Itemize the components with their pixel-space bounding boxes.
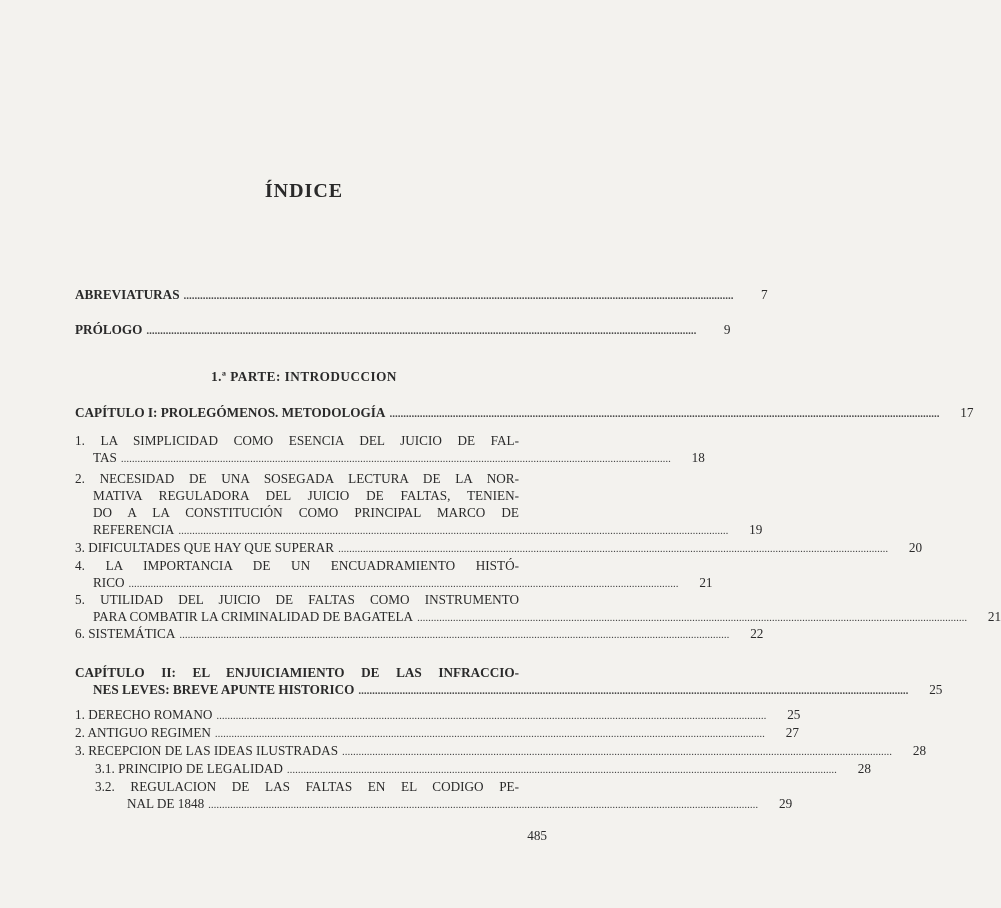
entry-text: 1. DERECHO ROMANO <box>75 707 213 722</box>
entry-text: 1. LA SIMPLICIDAD COMO ESENCIA DEL JUICIO DE FAL- <box>75 433 519 448</box>
entry-label: ABREVIATURAS <box>75 287 180 302</box>
entry-page: 19 <box>749 522 763 537</box>
entry-page: 9 <box>723 322 731 337</box>
entry-page: 28 <box>912 743 927 758</box>
leader-dots <box>146 323 696 340</box>
entry-text: CAPÍTULO II: EL ENJUICIAMIENTO DE LAS INFRACCIO- <box>75 665 519 680</box>
entry-page: 22 <box>750 626 764 641</box>
toc-entry-prologo <box>75 321 731 338</box>
entry-page: 20 <box>908 540 923 555</box>
leader-dots <box>178 523 728 540</box>
toc-item <box>75 557 713 591</box>
leader-dots <box>184 288 734 305</box>
entry-page: 25 <box>787 707 801 722</box>
entry-text: 3.1. PRINCIPIO DE LEGALIDAD <box>95 761 283 776</box>
entry-text: 5. UTILIDAD DEL JUICIO DE FALTAS COMO INSTRUMENTO <box>75 592 519 607</box>
entry-text: 6. SISTEMÁTICA <box>75 626 176 641</box>
entry-page: 29 <box>778 796 793 811</box>
entry-text: NES LEVES: BREVE APUNTE HISTORICO <box>93 682 355 697</box>
toc-item <box>75 470 763 538</box>
leader-dots <box>342 744 892 761</box>
chapter-2-heading <box>75 664 943 698</box>
leader-dots <box>208 797 758 814</box>
leader-dots <box>216 708 766 725</box>
entry-page: 21 <box>699 575 713 590</box>
entry-text: DO A LA CONSTITUCIÓN COMO PRINCIPAL MARCO DE <box>93 505 519 520</box>
entry-page: 25 <box>929 682 943 697</box>
entry-text: 4. LA IMPORTANCIA DE UN ENCUADRAMIENTO HISTÓ- <box>75 558 519 573</box>
leader-dots <box>121 451 671 468</box>
toc-item <box>75 625 764 642</box>
toc-entry-abreviaturas <box>75 286 768 303</box>
entry-label: PRÓLOGO <box>75 322 143 337</box>
entry-text: NAL DE 1848 <box>127 796 205 811</box>
leader-dots <box>215 726 765 743</box>
entry-page: 17 <box>960 405 974 420</box>
toc-item <box>75 591 1001 625</box>
page-title: ÍNDICE <box>264 180 344 202</box>
leader-dots <box>358 683 908 700</box>
entry-text: 3. RECEPCION DE LAS IDEAS ILUSTRADAS <box>75 743 339 758</box>
page-number: 485 <box>527 828 547 843</box>
entry-text: TAS <box>93 450 117 465</box>
toc-item <box>75 539 923 556</box>
entry-text: PARA COMBATIR LA CRIMINALIDAD DE BAGATELA <box>93 609 414 624</box>
toc-subitem <box>95 778 793 812</box>
entry-text: 3.2. REGULACION DE LAS FALTAS EN EL CODIGO PE- <box>95 779 519 794</box>
entry-text: 2. NECESIDAD DE UNA SOSEGADA LECTURA DE LA NOR- <box>75 471 519 486</box>
entry-text: MATIVA REGULADORA DEL JUICIO DE FALTAS, TENIEN- <box>93 488 519 503</box>
part-heading: 1.ª PARTE: INTRODUCCION <box>211 369 397 384</box>
chapter-1-heading <box>75 404 974 421</box>
toc-item <box>75 724 799 741</box>
entry-page: 28 <box>857 761 871 776</box>
leader-dots <box>389 406 939 423</box>
entry-text: CAPÍTULO I: PROLEGÓMENOS. METODOLOGÍA <box>75 405 386 420</box>
entry-text: 2. ANTIGUO REGIMEN <box>75 725 211 740</box>
entry-page: 27 <box>785 725 799 740</box>
entry-text: 3. DIFICULTADES QUE HAY QUE SUPERAR <box>75 540 335 555</box>
entry-text: RICO <box>93 575 125 590</box>
toc-item <box>75 432 705 466</box>
entry-page: 18 <box>691 450 705 465</box>
leader-dots <box>287 762 837 779</box>
entry-page: 21 <box>987 609 1001 624</box>
entry-page: 7 <box>760 287 768 302</box>
leader-dots <box>179 627 729 644</box>
toc-item <box>75 742 927 759</box>
entry-text: REFERENCIA <box>93 522 175 537</box>
toc-subitem <box>95 760 871 777</box>
toc-item <box>75 706 801 723</box>
leader-dots <box>338 541 888 558</box>
